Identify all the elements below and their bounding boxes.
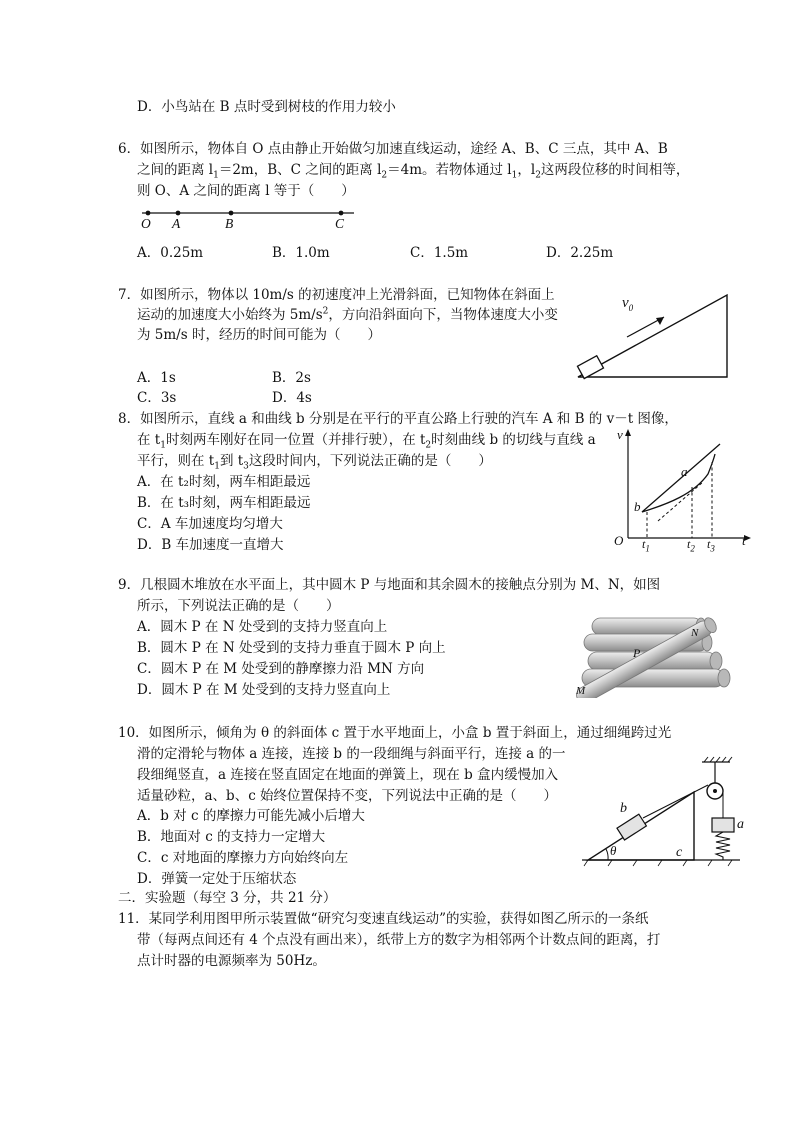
q5-option-d: D．小鸟站在 B 点时受到树枝的作用力较小: [137, 99, 396, 115]
q9-stem-line2: 所示，下列说法正确的是（ ）: [137, 598, 340, 614]
q7-stem-line2: 运动的加速度大小始终为 $5m/s^2$，方向沿斜面向下，当物体速度大小变: [137, 306, 558, 323]
label-b: B: [225, 216, 234, 231]
q6-stem-line2: 之间的距离 $l_1=2m$，B、C 之间的距离 $l_2=4m$。若物体通过 $l_1$，$l_2$这两段位移的时间相等，: [137, 162, 690, 181]
q7-option-b: B．2s: [272, 370, 311, 386]
origin-label: O: [614, 533, 624, 548]
q9-stem-line1: 9．几根圆木堆放在水平面上，其中圆木 P 与地面和其余圆木的接触点分别为 M、N，如图: [118, 577, 661, 593]
q10-option-b: B．地面对 c 的支持力一定增大: [137, 829, 326, 845]
q6-option-b: B．1.0m: [272, 245, 330, 261]
q9-option-c: C．圆木 P 在 M 处受到的静摩擦力沿 MN 方向: [137, 661, 425, 677]
label-p: P: [633, 646, 641, 660]
q6-stem-line3: 则 O、A 之间的距离 l 等于（ ）: [137, 183, 355, 199]
q7-option-c: C．3s: [137, 390, 177, 406]
label-o: O: [141, 216, 151, 231]
q10-stem-line2: 滑的定滑轮与物体 a 连接，连接 b 的一段细绳与斜面平行，连接 a 的一: [137, 746, 566, 762]
q6-option-d: D．2.25m: [546, 245, 614, 261]
label-theta: θ: [610, 843, 617, 858]
q9-option-b: B．圆木 P 在 N 处受到的支持力垂直于圆木 P 向上: [137, 640, 446, 656]
tick-t2: $t_2$: [687, 537, 695, 554]
label-a: a: [737, 817, 744, 832]
q10-option-c: C．c 对地面的摩擦力方向始终向左: [137, 850, 349, 866]
q9-figure-logs: [574, 610, 742, 698]
q6-figure-number-line: [140, 204, 360, 236]
q7-figure-incline: [572, 288, 732, 382]
q11-stem-line2: 带（每两点间还有 4 个点没有画出来），纸带上方的数字为相邻两个计数点间的距离，打: [137, 932, 661, 948]
q8-option-d: D．B 车加速度一直增大: [137, 537, 284, 553]
axis-t-label: t: [742, 533, 746, 548]
q6-stem-line1: 6．如图所示，物体自 O 点由静止开始做匀加速直线运动，途经 A、B、C 三点，其中 A、B: [118, 141, 668, 157]
q9-option-d: D．圆木 P 在 M 处受到的支持力竖直向上: [137, 682, 391, 698]
axis-v-label: v: [617, 427, 623, 442]
label-m: M: [576, 685, 586, 697]
label-n: N: [691, 627, 699, 639]
q10-option-d: D．弹簧一定处于压缩状态: [137, 871, 297, 887]
q8-stem-line3: 平行，则在 $t_1$到 $t_3$这段时间内，下列说法正确的是（ ）: [137, 453, 492, 472]
q7-stem-line1: 7．如图所示，物体以 10m/s 的初速度冲上光滑斜面，已知物体在斜面上: [118, 287, 555, 303]
q10-figure-pulley: [578, 756, 748, 868]
q10-stem-line4: 适量砂粒，a、b、c 始终位置保持不变，下列说法中正确的是（ ）: [137, 788, 558, 804]
q10-stem-line3: 段细绳竖直，a 连接在竖直固定在地面的弹簧上，现在 b 盒内缓慢加入: [137, 767, 559, 783]
section-title-experiment: 二．实验题（每空 3 分，共 21 分）: [118, 890, 337, 906]
q10-option-a: A．b 对 c 的摩擦力可能先减小后增大: [137, 808, 365, 824]
q11-stem-line1: 11．某同学利用图甲所示装置做“研究匀变速直线运动”的实验，获得如图乙所示的一条纸: [118, 911, 649, 927]
tick-t1: $t_1$: [642, 537, 650, 554]
tick-t3: $t_3$: [707, 537, 715, 554]
curve-b-label: b: [634, 499, 641, 514]
q10-stem-line1: 10．如图所示，倾角为 θ 的斜面体 c 置于水平地面上，小盒 b 置于斜面上，通过细绳跨过光: [118, 725, 672, 741]
curve-a-label: a: [681, 464, 688, 479]
q9-option-a: A．圆木 P 在 N 处受到的支持力竖直向上: [137, 619, 388, 635]
q8-stem-line1: 8．如图所示，直线 a 和曲线 b 分别是在平行的平直公路上行驶的汽车 A 和 B 的 v－t 图像，: [118, 411, 678, 427]
q8-option-c: C．A 车加速度均匀增大: [137, 516, 283, 532]
q7-option-d: D．4s: [272, 390, 312, 406]
q8-option-a: A．在 t₂时刻，两车相距最远: [137, 474, 311, 490]
q7-stem-line3: 为 5m/s 时，经历的时间可能为（ ）: [137, 327, 381, 343]
q6-option-a: A．0.25m: [137, 245, 204, 261]
label-c: C: [335, 216, 345, 231]
q7-option-a: A．1s: [137, 370, 176, 386]
q11-stem-line3: 点计时器的电源频率为 50Hz。: [137, 953, 326, 969]
q8-option-b: B．在 t₃时刻，两车相距最远: [137, 495, 311, 511]
q8-stem-line2: 在 $t_1$时刻两车刚好在同一位置（并排行驶），在 $t_2$时刻曲线 b 的切线与直线 a: [137, 432, 596, 451]
label-a: A: [172, 216, 181, 231]
label-b: b: [620, 801, 627, 816]
q8-figure-vt-graph: [608, 426, 756, 554]
q6-option-c: C．1.5m: [410, 245, 469, 261]
label-c: c: [676, 845, 683, 860]
label-v0: $v_0$: [622, 295, 634, 313]
